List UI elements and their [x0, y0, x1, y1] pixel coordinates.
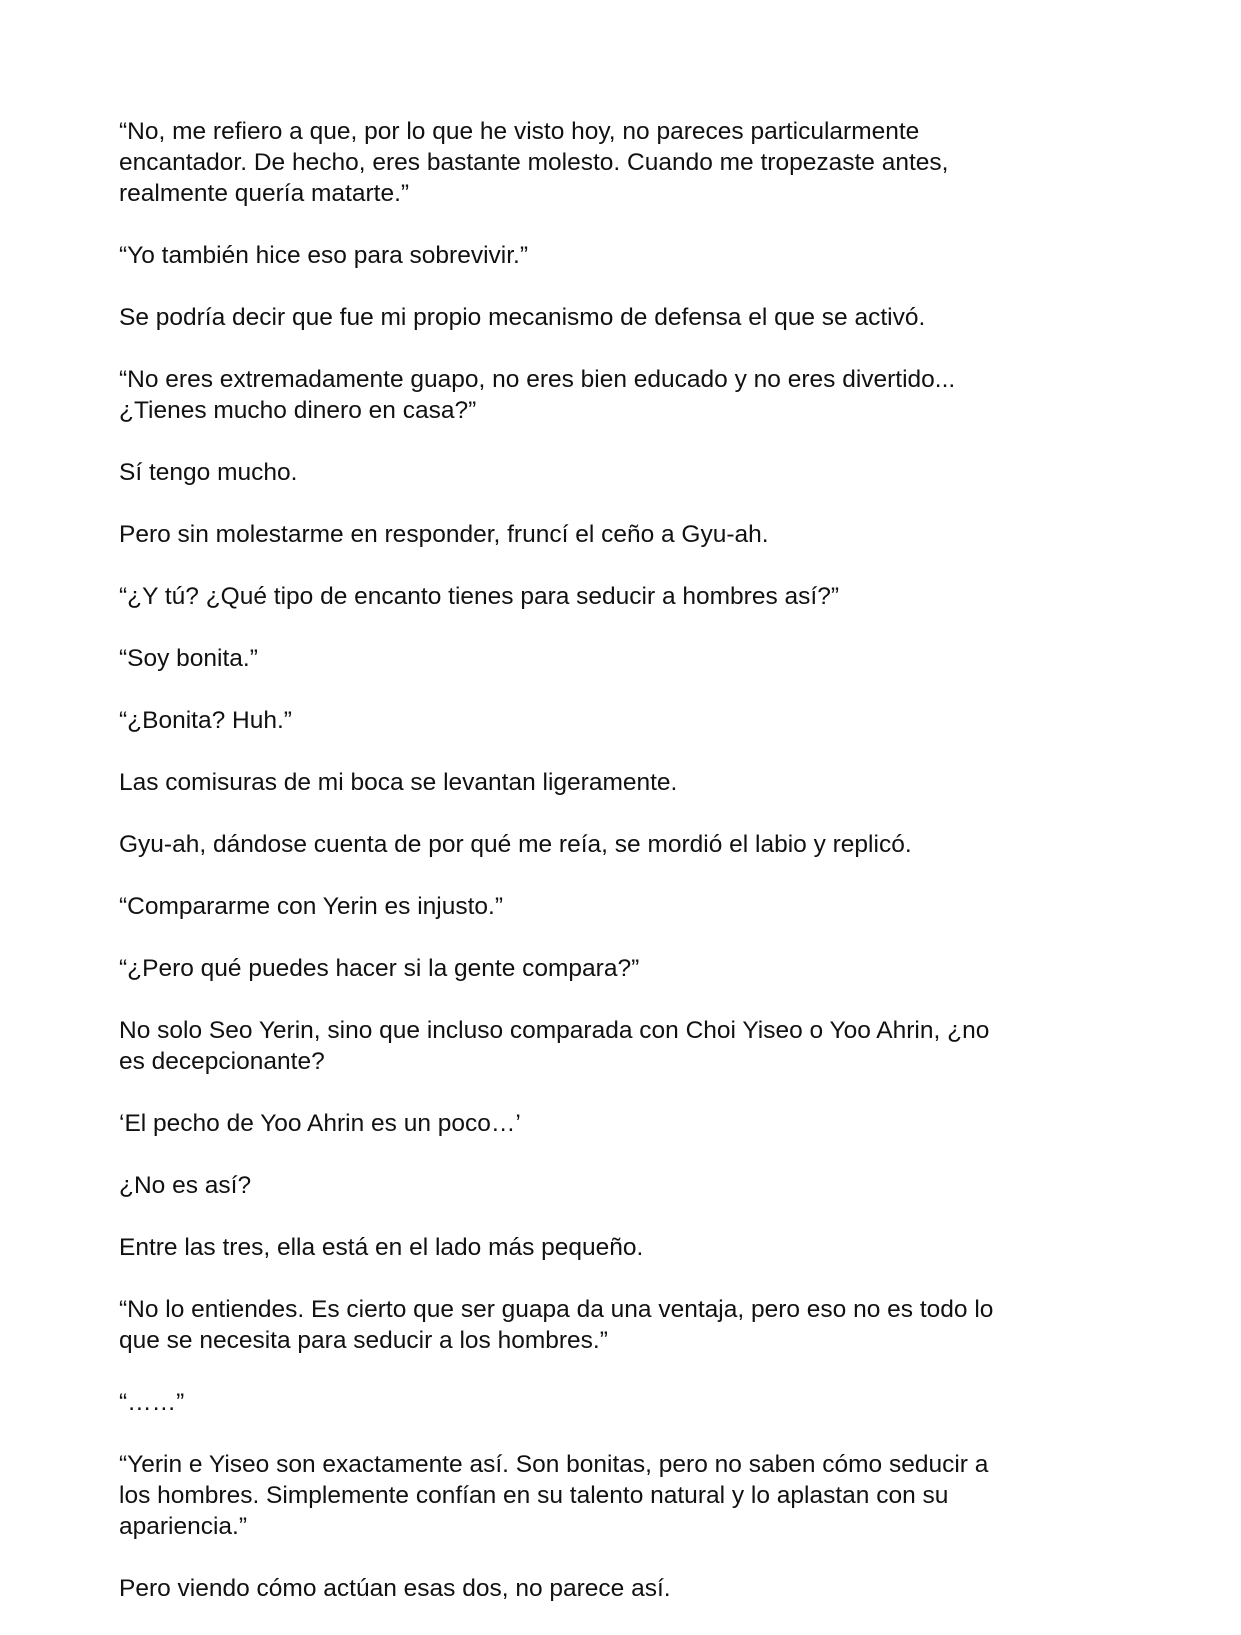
paragraph-6: Pero sin molestarme en responder, fruncí el ceño a Gyu-ah.: [119, 521, 769, 548]
paragraph-12: “Compararme con Yerin es injusto.”: [119, 893, 504, 920]
paragraph-17: Entre las tres, ella está en el lado más pequeño.: [119, 1234, 644, 1261]
paragraph-16: ¿No es así?: [119, 1172, 252, 1199]
paragraph-8: “Soy bonita.”: [119, 645, 258, 672]
paragraph-21: Pero viendo cómo actúan esas dos, no parece así.: [119, 1575, 671, 1602]
paragraph-4: “No eres extremadamente guapo, no eres bien educado y no eres divertido... ¿Tienes mucho dinero en casa?”: [119, 366, 956, 424]
paragraph-11: Gyu-ah, dándose cuenta de por qué me reía, se mordió el labio y replicó.: [119, 831, 912, 858]
paragraph-2: “Yo también hice eso para sobrevivir.”: [119, 242, 528, 269]
paragraph-14: No solo Seo Yerin, sino que incluso comparada con Choi Yiseo o Yoo Ahrin, ¿no es decepcionante?: [119, 1017, 990, 1075]
paragraph-5: Sí tengo mucho.: [119, 459, 298, 486]
paragraph-3: Se podría decir que fue mi propio mecanismo de defensa el que se activó.: [119, 304, 926, 331]
paragraph-20: “Yerin e Yiseo son exactamente así. Son bonitas, pero no saben cómo seducir a los hombres. Simplemente confían en su talento natural y lo aplastan con su apariencia.”: [119, 1451, 989, 1540]
paragraph-10: Las comisuras de mi boca se levantan ligeramente.: [119, 769, 678, 796]
paragraph-9: “¿Bonita? Huh.”: [119, 707, 292, 734]
paragraph-1: “No, me refiero a que, por lo que he visto hoy, no pareces particularmente encantador. De hecho, eres bastante molesto. Cuando me tropezaste antes, realmente quería matarte.”: [119, 118, 949, 207]
paragraph-13: “¿Pero qué puedes hacer si la gente compara?”: [119, 955, 640, 982]
paragraph-18: “No lo entiendes. Es cierto que ser guapa da una ventaja, pero eso no es todo lo que se necesita para seducir a los hombres.”: [119, 1296, 994, 1354]
paragraph-19: “……”: [119, 1389, 185, 1416]
paragraph-15: ‘El pecho de Yoo Ahrin es un poco…’: [119, 1110, 521, 1137]
paragraph-7: “¿Y tú? ¿Qué tipo de encanto tienes para seducir a hombres así?”: [119, 583, 839, 610]
document-page: [119, 116, 1129, 1635]
